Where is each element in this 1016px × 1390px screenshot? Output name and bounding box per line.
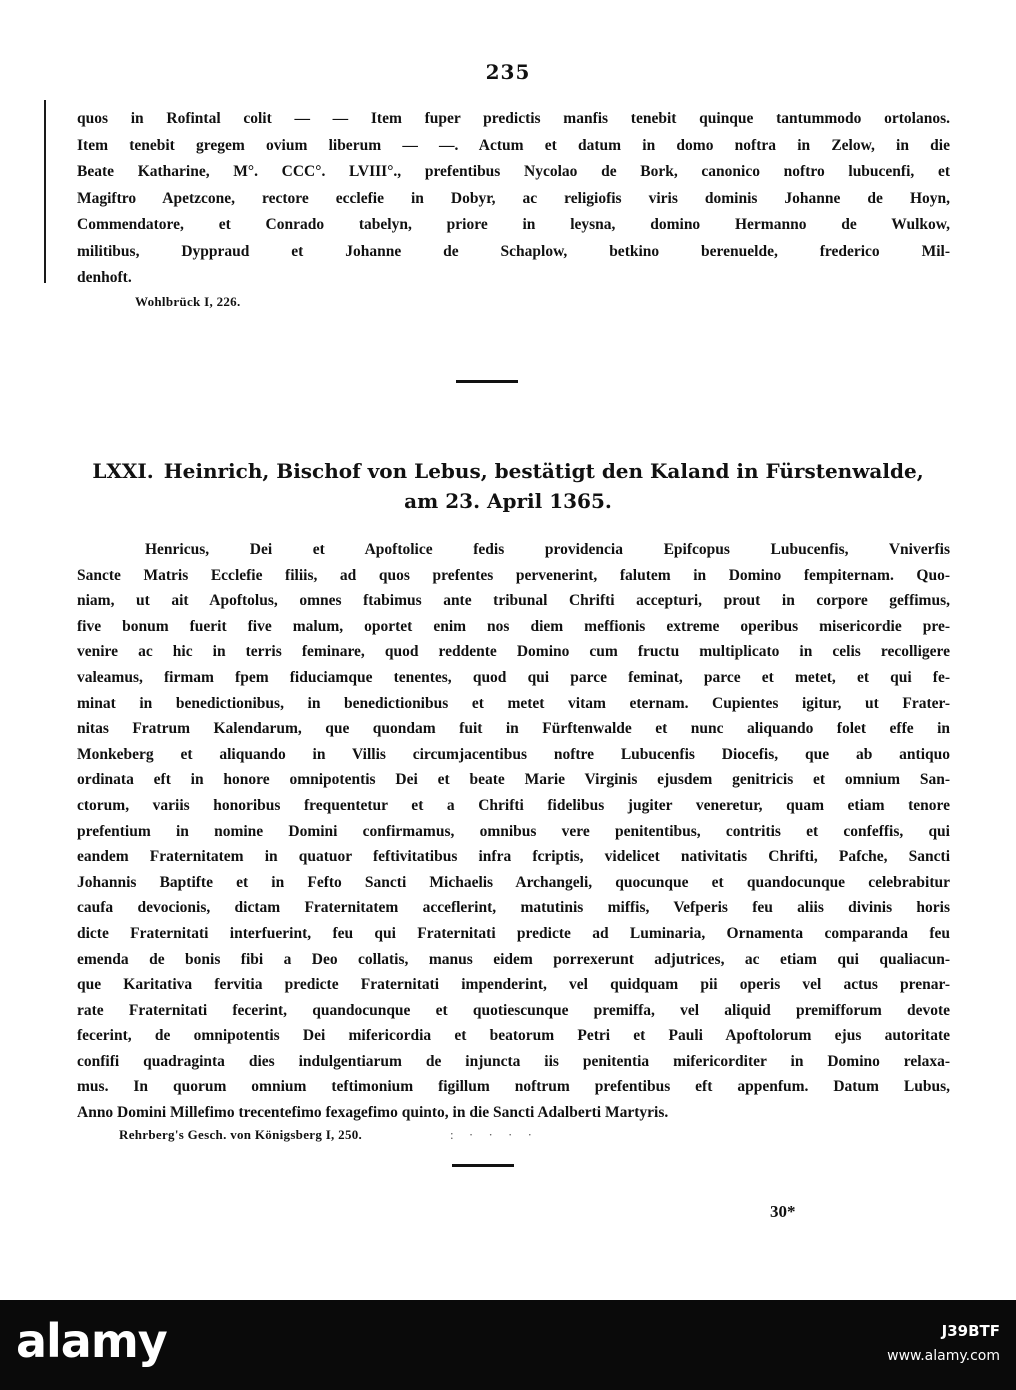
text-line: militibus, Dyppraud et Johanne de Schaplow, betkino berenuelde, frederico Mil- bbox=[77, 242, 950, 260]
heading-title-line-1: Heinrich, Bischof von Lebus, bestätigt den Kaland in Fürstenwalde, bbox=[163, 459, 924, 483]
source-citation: Rehrberg's Gesch. von Königsberg I, 250. bbox=[119, 1127, 363, 1142]
section-divider bbox=[452, 1164, 514, 1167]
text-line: confifi quadraginta dies indulgentiarum de injuncta iis penitentia mifericorditer in Domino relaxa- bbox=[77, 1052, 950, 1070]
text-line: niam, ut ait Apoftolus, omnes ftabimus ante tribunal Chrifti accepturi, prout in corpore geffimus, bbox=[77, 592, 950, 610]
text-line: mus. In quorum omnium teftimonium figillum noftrum prefentibus eft appenfum. Datum Lubus, bbox=[77, 1078, 950, 1096]
page-number-top: 235 bbox=[485, 60, 531, 84]
text-line: prefentium in nomine Domini confirmamus, omnibus vere penitentibus, contritis et confeffis, qui bbox=[77, 822, 950, 840]
watermark-image-id: J39BTF bbox=[941, 1322, 1000, 1340]
page-number-bottom: 30* bbox=[770, 1202, 796, 1221]
text-line: five bonum fuerit five malum, oportet enim nos diem meffionis extreme operibus misericordie pre- bbox=[77, 617, 950, 635]
text-line: minat in benedictionibus, in benedictionibus et metet vitam eternam. Cupientes igitur, ut Frater- bbox=[77, 694, 950, 712]
text-line: Magiftro Apetzcone, rectore ecclefie in Dobyr, ac religiofis viris dominis Johanne de Hoyn, bbox=[77, 189, 950, 207]
text-line: caufa devocionis, dictam Fraternitatem acceflerint, matutinis miffis, Vefperis feu aliis divinis horis bbox=[77, 899, 950, 917]
text-line: fecerint, de omnipotentis Dei mifericordia et beatorum Petri et Pauli Apoftolorum ejus autoritate bbox=[77, 1027, 950, 1045]
watermark-bar bbox=[0, 1300, 1016, 1390]
heading-title-line-2: am 23. April 1365. bbox=[404, 489, 612, 513]
text-line: Item tenebit gregem ovium liberum — —. Actum et datum in domo noftra in Zelow, in die bbox=[77, 136, 950, 154]
document-heading bbox=[80, 456, 936, 516]
text-line: venire ac hic in terris feminare, quod reddente Domino cum fructu multiplicato in celis recolligere bbox=[77, 643, 950, 661]
text-line: emenda de bonis fibi a Deo collatis, manus eidem porrexerunt adjutrices, ac etiam qui qualiacun- bbox=[77, 950, 950, 968]
text-line: Anno Domini Millefimo trecentefimo fexagefimo quinto, in die Sancti Adalberti Martyris. bbox=[77, 1104, 669, 1122]
text-line: ctorum, variis honoribus frequentetur et a Chrifti fidelibus jugiter veneretur, quam etiam tenore bbox=[77, 796, 950, 814]
text-line: Monkeberg et aliquando in Villis circumjacentibus noftre Lubucenfis Diocefis, que ab antiquo bbox=[77, 745, 950, 763]
text-line: Sancte Matris Ecclefie filiis, ad quos prefentes pervenerint, falutem in Domino fempiternam. Quo- bbox=[77, 566, 950, 584]
text-line: valeamus, firmam fpem fiduciamque tenentes, quod qui parce feminat, parce et metet, et qui fe- bbox=[77, 668, 950, 686]
margin-rule bbox=[44, 100, 46, 283]
text-line: Henricus, Dei et Apoftolice fedis providencia Epifcopus Lubucenfis, Vniverfis bbox=[145, 541, 950, 558]
charter-conclusion-paragraph bbox=[77, 106, 950, 292]
charter-body-paragraph bbox=[77, 537, 950, 1126]
text-line: Commendatore, et Conrado tabelyn, priore in leysna, domino Hermanno de Wulkow, bbox=[77, 216, 950, 233]
text-line: dicte Fraternitati interfuerint, feu qui Fraternitati predicte ad Luminaria, Ornamenta comparanda feu bbox=[77, 924, 950, 942]
watermark-url: www.alamy.com bbox=[887, 1348, 1000, 1364]
text-line: ordinata eft in honore omnipotentis Dei et beate Marie Virginis ejusdem genitricis et omnium San- bbox=[77, 771, 950, 789]
text-line: eandem Fraternitatem in quatuor feftivitatibus infra fcriptis, videlicet nativitatis Chrifti, Pafche, Sancti bbox=[77, 848, 950, 866]
text-line: Beate Katharine, M°. CCC°. LVIII°., prefentibus Nycolao de Bork, canonico noftro lubucenfi, et bbox=[77, 163, 950, 180]
text-line: quos in Rofintal colit — — Item fuper predictis manfis tenebit quinque tantummodo ortolanos. bbox=[77, 110, 950, 127]
section-divider bbox=[456, 380, 518, 383]
text-line: rate Fraternitati fecerint, quandocunque et quotiescunque premiffa, vel aliquid premifforum devote bbox=[77, 1001, 950, 1019]
text-line: denhoft. bbox=[77, 269, 132, 286]
watermark-logo: alamy bbox=[16, 1314, 167, 1368]
text-line: que Karitativa fervitia predicte Fraternitati impenderint, vel quidquam pii operis vel actus prenar- bbox=[77, 976, 950, 994]
scan-speckle: : · · · · bbox=[450, 1127, 538, 1142]
document-number: LXXI. bbox=[92, 459, 154, 483]
text-line: Johannis Baptifte et in Fefto Sancti Michaelis Archangeli, quocunque et quandocunque celebrabitur bbox=[77, 873, 950, 891]
source-citation: Wohlbrück I, 226. bbox=[135, 294, 241, 309]
text-line: nitas Fratrum Kalendarum, que quondam fuit in Fürftenwalde et nunc aliquando folet effe in bbox=[77, 720, 950, 738]
